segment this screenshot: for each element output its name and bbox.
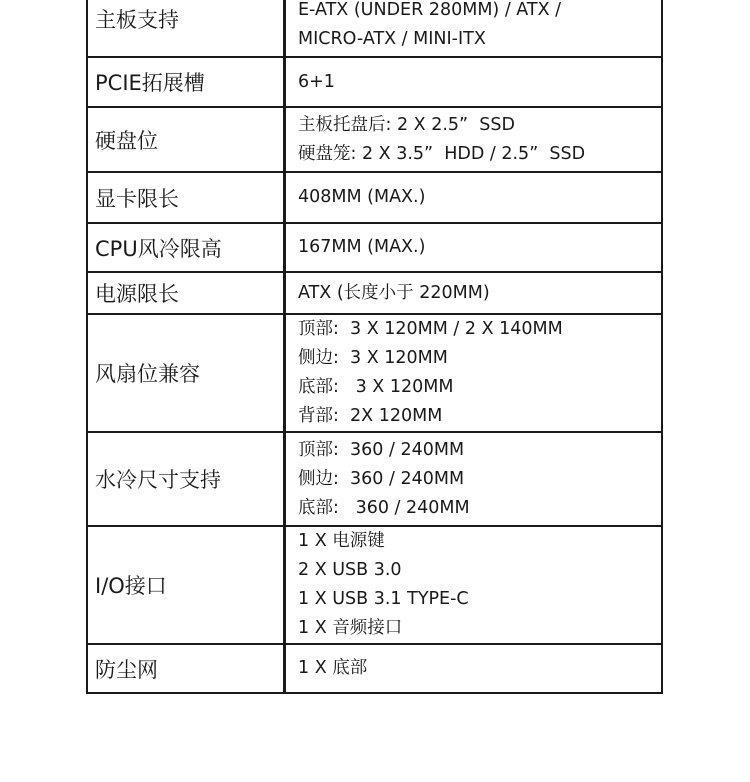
- spec-value-line: 顶部: 3 X 120MM / 2 X 140MM: [298, 319, 563, 339]
- spec-value: [285, 107, 663, 172]
- spec-value-line: ATX (长度小于 220MM): [298, 282, 490, 303]
- spec-value-line: 1 X 电源键: [298, 531, 385, 551]
- spec-value: [285, 526, 663, 644]
- spec-value-line: MICRO-ATX / MINI-ITX: [298, 29, 486, 49]
- spec-value-line: 1 X 音频接口: [298, 618, 403, 638]
- spec-label: 水冷尺寸支持: [87, 432, 285, 526]
- spec-value-line: 顶部: 360 / 240MM: [298, 439, 465, 460]
- spec-value: [285, 57, 663, 107]
- spec-row-drive-bays: [87, 107, 662, 172]
- spec-value: [285, 644, 663, 693]
- spec-row-pcie: [87, 57, 662, 107]
- spec-label: PCIE拓展槽: [87, 57, 285, 107]
- spec-value-line: 背部: 2X 120MM: [298, 406, 443, 426]
- spec-label: 硬盘位: [87, 107, 285, 172]
- spec-value: [285, 314, 663, 432]
- spec-label: I/O接口: [87, 526, 285, 644]
- spec-value-line: 底部: 3 X 120MM: [298, 377, 454, 397]
- spec-value-line: 侧边: 3 X 120MM: [298, 348, 448, 368]
- spec-row-io-ports: [87, 526, 662, 644]
- spec-value: [285, 0, 663, 57]
- spec-label: 显卡限长: [87, 172, 285, 223]
- spec-row-radiator-support: [87, 432, 662, 526]
- spec-row-gpu-length: [87, 172, 662, 223]
- spec-value: [285, 172, 663, 223]
- spec-label: 主板支持: [87, 0, 285, 57]
- spec-row-fan-support: [87, 314, 662, 432]
- spec-label: CPU风冷限高: [87, 223, 285, 272]
- spec-label: 防尘网: [87, 644, 285, 693]
- spec-value: [285, 272, 663, 314]
- spec-value-line: 侧边: 360 / 240MM: [298, 468, 465, 489]
- spec-row-cpu-cooler-height: [87, 223, 662, 272]
- spec-value-line: 1 X USB 3.1 TYPE-C: [298, 589, 469, 609]
- spec-table: [86, 0, 663, 694]
- spec-row-motherboard: [87, 0, 662, 57]
- spec-value-line: 底部: 360 / 240MM: [298, 497, 470, 518]
- spec-row-dust-filter: [87, 644, 662, 693]
- spec-value-line: 主板托盘后: 2 X 2.5” SSD: [298, 114, 515, 135]
- spec-value-line: 6+1: [298, 71, 335, 92]
- spec-value-line: 硬盘笼: 2 X 3.5” HDD / 2.5” SSD: [298, 143, 586, 164]
- spec-row-psu-length: [87, 272, 662, 314]
- spec-label: 风扇位兼容: [87, 314, 285, 432]
- spec-value-line: 167MM (MAX.): [298, 237, 426, 257]
- spec-value: [285, 223, 663, 272]
- spec-value-line: 2 X USB 3.0: [298, 560, 402, 580]
- spec-value-line: 1 X 底部: [298, 658, 368, 678]
- spec-value-line: E-ATX (UNDER 280MM) / ATX /: [298, 0, 562, 20]
- spec-value-line: 408MM (MAX.): [298, 187, 426, 207]
- spec-value: [285, 432, 663, 526]
- spec-label: 电源限长: [87, 272, 285, 314]
